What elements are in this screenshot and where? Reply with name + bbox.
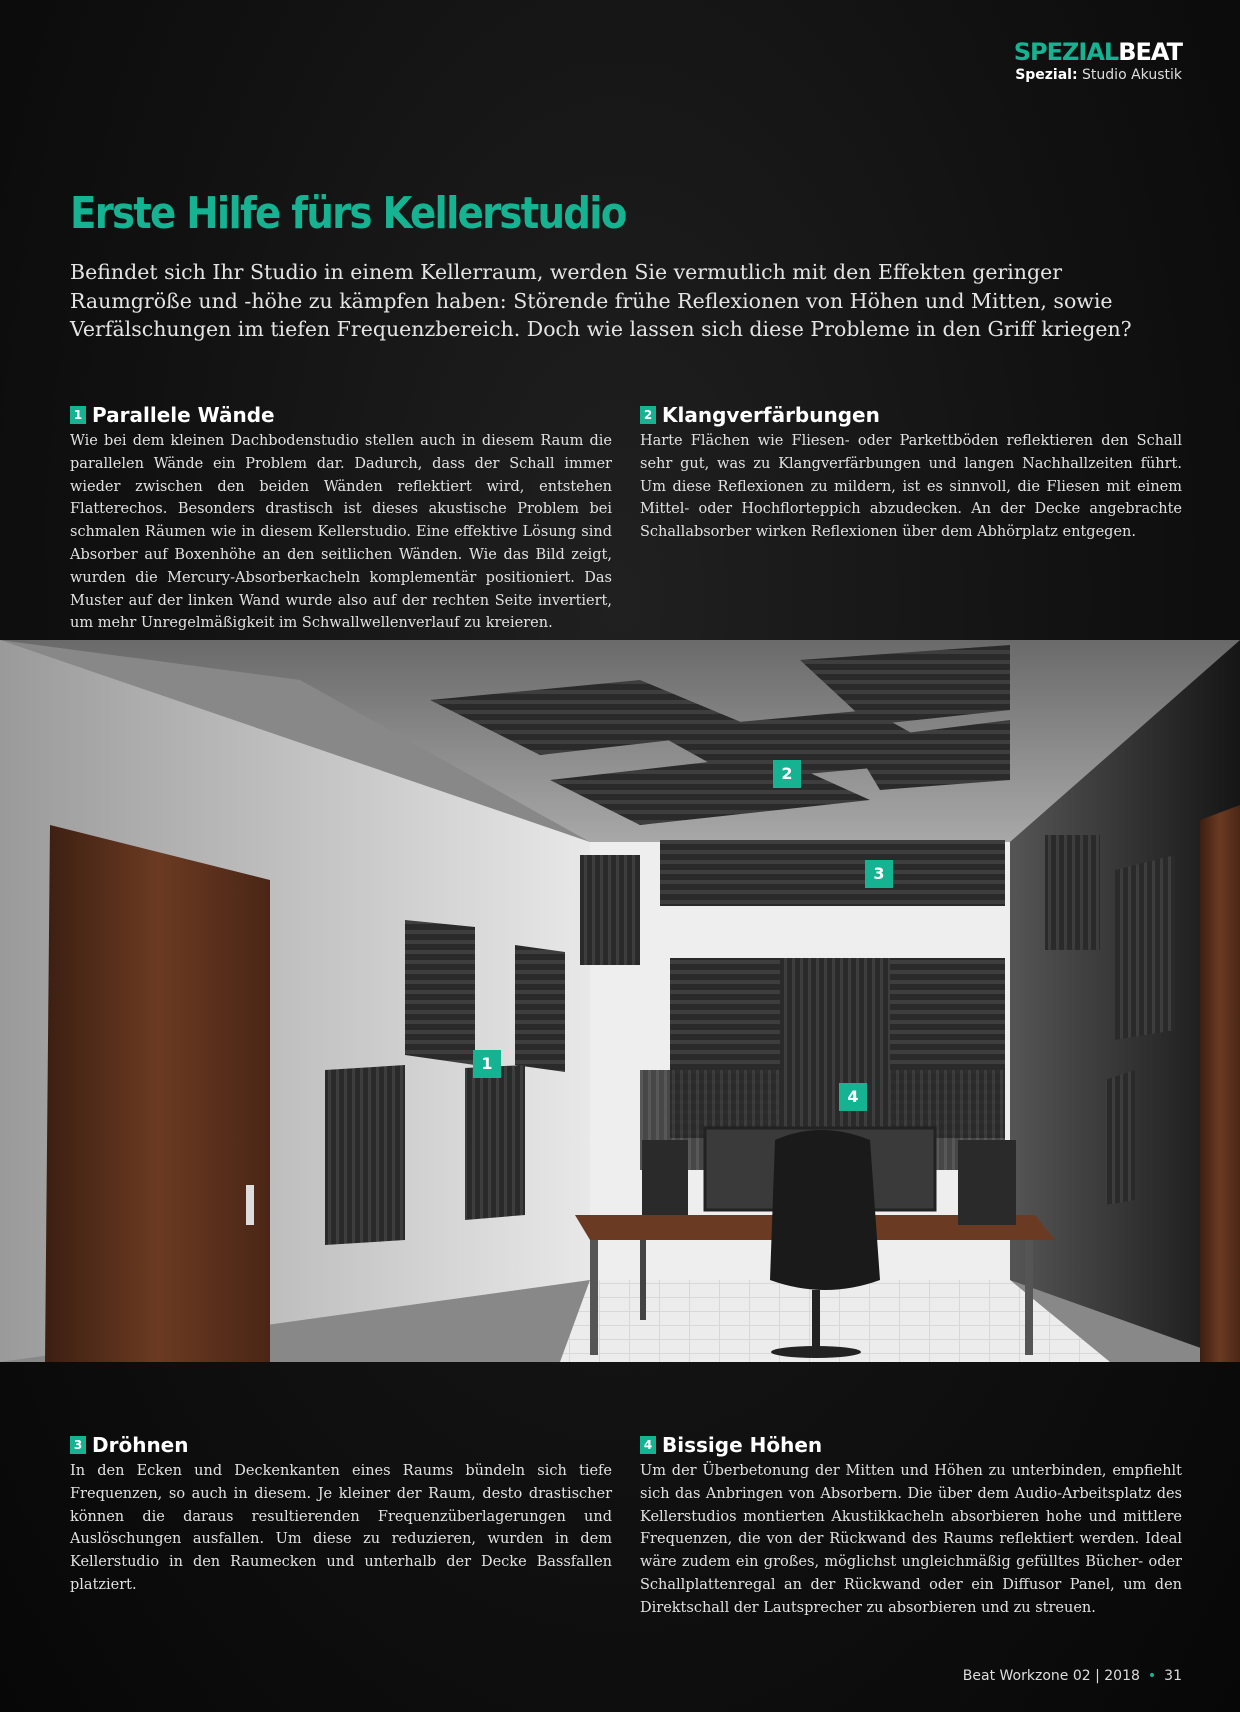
section-parallel-walls [70, 402, 612, 635]
chair-base [771, 1346, 861, 1358]
wall-absorber [325, 1065, 405, 1245]
photo-marker-4: 4 [839, 1083, 867, 1111]
section-number-badge: 4 [640, 1436, 656, 1454]
section-heading-text: Bissige Höhen [662, 1433, 823, 1457]
office-chair [770, 1130, 880, 1290]
photo-marker-2: 2 [773, 760, 801, 788]
brand-logo-part-spezial: SPEZIAL [1013, 38, 1119, 66]
article-title: Erste Hilfe fürs Kellerstudio [70, 188, 626, 239]
wall-absorber [1115, 855, 1175, 1040]
publication-info: Beat Workzone 02 | 2018 [962, 1668, 1140, 1684]
wall-absorber [515, 945, 565, 1072]
article-intro: Befindet sich Ihr Studio in einem Kellerraum, werden Sie vermutlich mit den Effekten geringer Raumgröße und -höhe zu kämpfen haben: Störende frühe Reflexionen von Höhen und Mitten, sowie Verfälschungen im tiefen Frequenzbereich. Doch wie lassen sich diese Probleme in den Griff kriegen? [70, 260, 1132, 341]
studio-room-illustration [0, 640, 1240, 1362]
section-harsh-highs [640, 1432, 1182, 1620]
section-heading-text: Dröhnen [92, 1433, 189, 1457]
section-body: Um der Überbetonung der Mitten und Höhen zu unterbinden, empfiehlt sich das Anbringen von Absorbern. Die über dem Audio-Arbeitsplatz des Kellerstudios montierten Akustikkacheln absorbieren hohe und mittlere Frequenzen, die von der Rückwand des Raums reflektiert werden. Ideal wäre zudem ein großes, möglichst ungleichmäßig gefülltes Bücher- oder Schallplattenregal an der Rückwand oder ein Diffusor Panel, um den Direktschall der Lautsprecher zu absorbieren und zu streuen. [640, 1463, 1182, 1616]
ceiling-bass-trap [660, 840, 1005, 906]
footer-separator-dot: • [1147, 1668, 1157, 1684]
section-number-badge: 3 [70, 1436, 86, 1454]
section-heading-text: Parallele Wände [92, 403, 275, 427]
section-body: Wie bei dem kleinen Dachbodenstudio stellen auch in diesem Raum die parallelen Wände ein Problem dar. Dadurch, dass der Schall immer wieder zwischen den beiden Wänden reflektiert wird, entstehen Flatterechos. Besonders drastisch ist dieses akustische Problem bei schmalen Räumen wie in diesem Kellerstudio. Eine effektive Lösung sind Absorber auf Boxenhöhe an den seitlichen Wänden. Wie das Bild zeigt, wurden die Mercury-Absorberkacheln komplementär positioniert. Das Muster auf der linken Wand wurde also auf der rechten Seite invertiert, um mehr Unregelmäßigkeit im Schwallwellenverlauf zu kreieren. [70, 433, 612, 632]
section-number-badge: 2 [640, 406, 656, 424]
section-heading [640, 402, 1182, 428]
desk-leg [590, 1240, 598, 1355]
desk-leg [1025, 1240, 1033, 1355]
speaker [642, 1140, 688, 1215]
page-footer [963, 1668, 1182, 1684]
right-door [1200, 805, 1240, 1362]
left-door [45, 825, 270, 1362]
section-number-badge: 1 [70, 406, 86, 424]
section-boom [70, 1432, 612, 1597]
section-body: Harte Flächen wie Fliesen- oder Parkettböden reflektieren den Schall sehr gut, was zu Klangverfärbungen und langen Nachhallzeiten führt. Um diese Reflexionen zu mildern, ist es sinnvoll, die Fliesen mit einem Mittel- oder Hochflorteppich abzudecken. An der Decke angebrachte Schallabsorber wirken Reflexionen über dem Abhörplatz entgegen. [640, 433, 1182, 541]
section-heading [70, 1432, 612, 1458]
section-label [1014, 66, 1182, 84]
photo-marker-3: 3 [865, 860, 893, 888]
wall-absorber [465, 1065, 525, 1220]
chair-stem [812, 1290, 820, 1350]
section-label-key: Spezial: [1015, 67, 1078, 83]
section-label-value: Studio Akustik [1082, 67, 1182, 83]
photo-marker-1: 1 [473, 1050, 501, 1078]
section-heading [640, 1432, 1182, 1458]
section-heading [70, 402, 612, 428]
brand-logo [1014, 38, 1182, 66]
page-number: 31 [1164, 1668, 1182, 1684]
magazine-brand [1014, 38, 1182, 84]
brand-logo-part-beat: BEAT [1118, 38, 1182, 66]
wall-absorber [1105, 1070, 1135, 1205]
door-handle [246, 1185, 254, 1225]
desk-leg [640, 1240, 646, 1320]
section-heading-text: Klangverfärbungen [662, 403, 880, 427]
speaker [958, 1140, 1016, 1225]
corner-bass-trap [580, 855, 640, 965]
section-coloration [640, 402, 1182, 544]
section-body: In den Ecken und Deckenkanten eines Raums bündeln sich tiefe Frequenzen, so auch in diesem. Je kleiner der Raum, desto drastischer können die daraus resultierenden Frequenzüberlagerungen und Auslöschungen ausfallen. Um diese zu reduzieren, wurden in dem Kellerstudio in den Raumecken und unterhalb der Decke Bassfallen platziert. [70, 1463, 612, 1593]
wall-absorber [405, 920, 475, 1065]
corner-bass-trap [1045, 835, 1100, 950]
